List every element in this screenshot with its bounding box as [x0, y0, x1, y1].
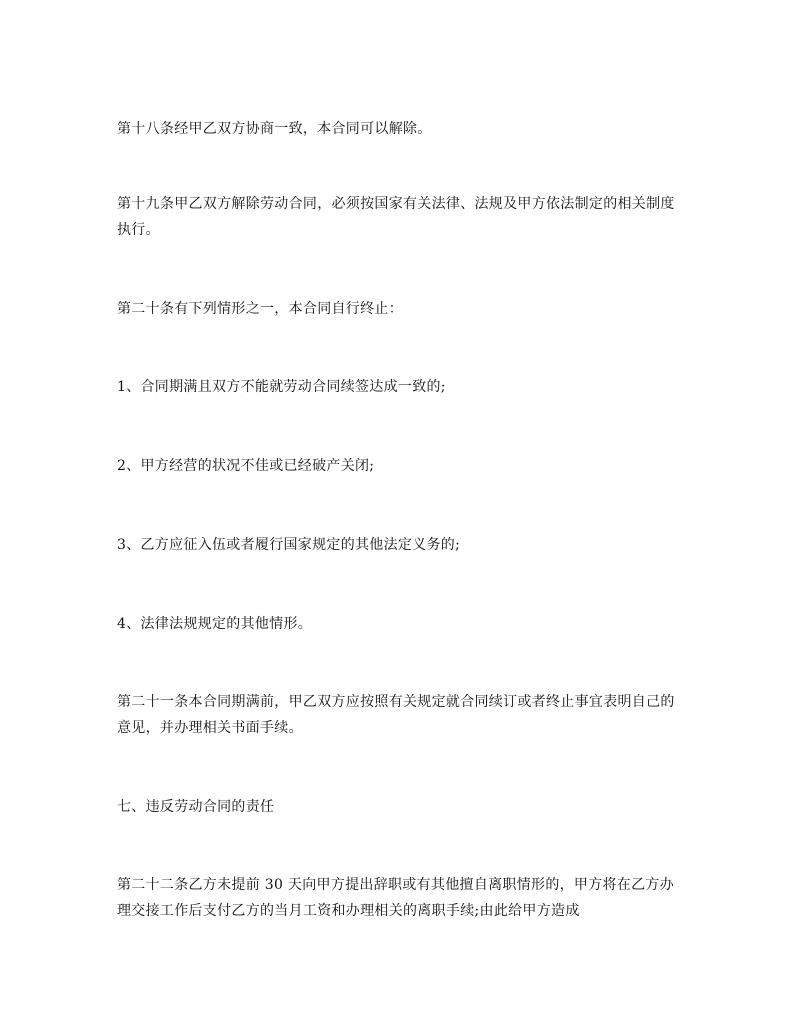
termination-item-1: 1、合同期满且双方不能就劳动合同续签达成一致的;	[117, 379, 446, 395]
article-19-paragraph: 第十九条甲乙双方解除劳动合同，必须按国家有关法律、法规及甲方依法制定的相关制度执行。	[117, 196, 675, 238]
termination-item-2: 2、甲方经营的状况不佳或已经破产关闭;	[117, 458, 375, 474]
article-18-paragraph: 第十八条经甲乙双方协商一致，本合同可以解除。	[117, 121, 432, 137]
article-20-paragraph: 第二十条有下列情形之一，本合同自行终止：	[117, 301, 403, 317]
termination-item-4: 4、法律法规规定的其他情形。	[117, 616, 313, 632]
article-21-paragraph: 第二十一条本合同期满前，甲乙双方应按照有关规定就合同续订或者终止事宜表明自己的意见，并办理相关书面手续。	[117, 694, 675, 736]
section-7-heading: 七、违反劳动合同的责任	[117, 799, 275, 815]
termination-item-3: 3、乙方应征入伍或者履行国家规定的其他法定义务的;	[117, 537, 461, 553]
article-22-paragraph: 第二十二条乙方未提前 30 天向甲方提出辞职或有其他擅自离职情形的，甲方将在乙方办理交接工作后支付乙方的当月工资和办理相关的离职手续;由此给甲方造成	[117, 877, 675, 919]
